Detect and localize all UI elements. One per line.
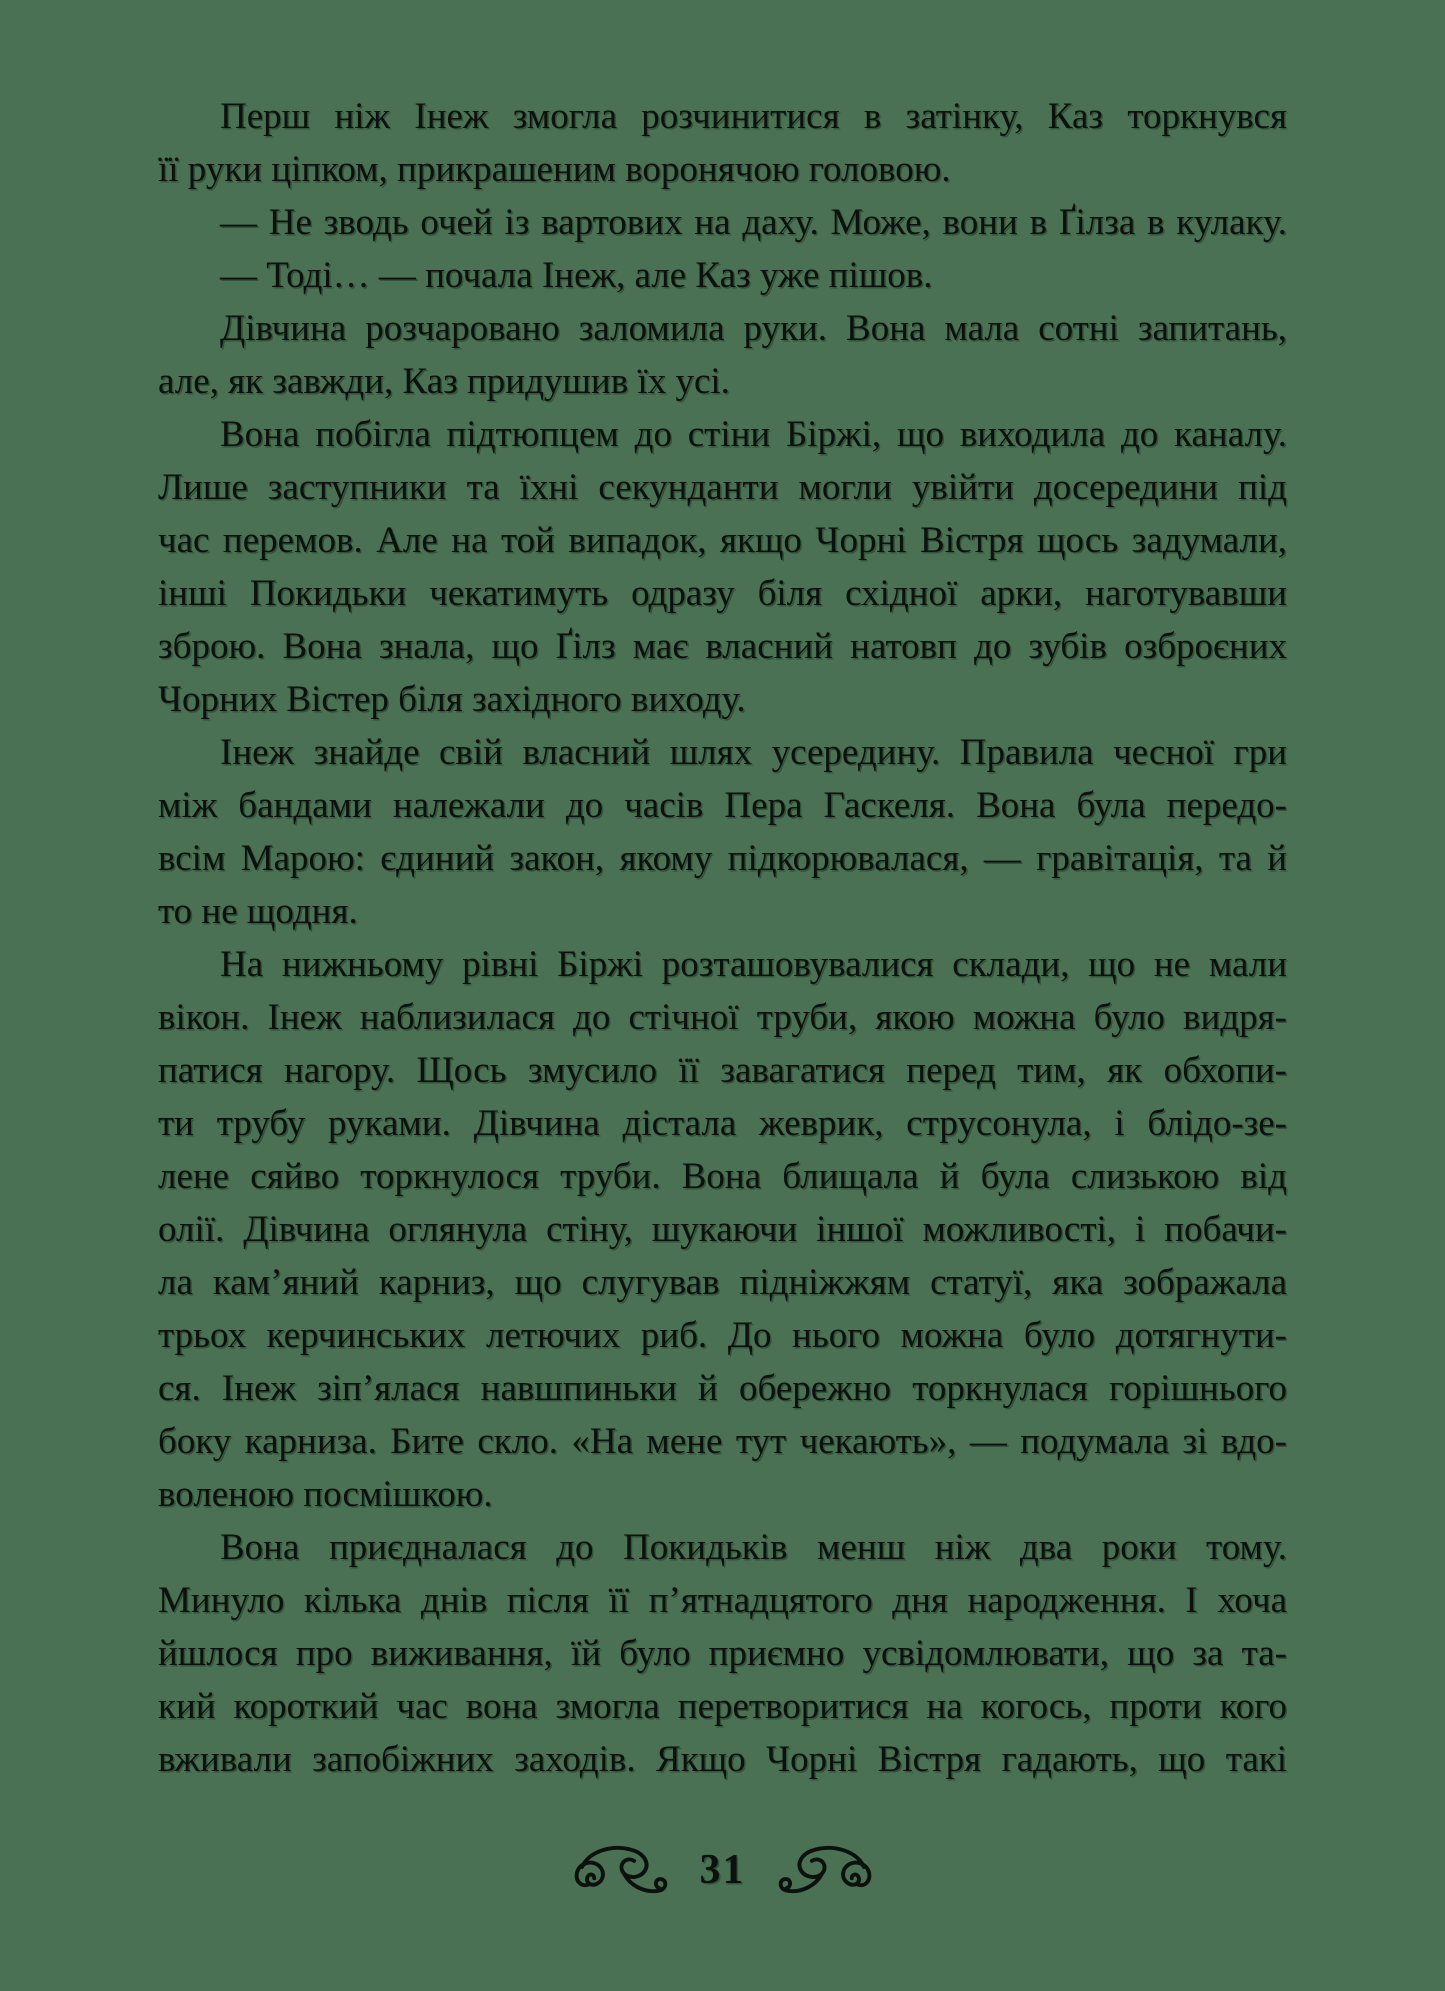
text-line: інші Покидьки чекатимуть одразу біля східної арки, наготувавши	[158, 573, 1287, 614]
page-number: 31	[699, 1847, 746, 1893]
paragraph	[158, 249, 1287, 302]
text-line: Чорних Вістер біля західного виходу.	[158, 679, 746, 720]
paragraph	[158, 938, 1287, 1521]
paragraph	[158, 196, 1287, 249]
text-line: її руки ціпком, прикрашеним воронячою головою.	[158, 149, 951, 190]
page-footer	[0, 1838, 1445, 1908]
text-line: між бандами належали до часів Пера Гаскеля. Вона була передо-	[158, 785, 1287, 826]
text-line: то не щодня.	[158, 891, 358, 932]
text-line: Дівчина розчаровано заломила руки. Вона мала сотні запитань,	[220, 308, 1287, 349]
paragraph	[158, 90, 1287, 196]
text-line: боку карниза. Бите скло. «На мене тут чекають», — подумала зі вдо-	[158, 1421, 1287, 1462]
text-line: Минуло кілька днів після її п’ятнадцятого дня народження. І хоча	[158, 1580, 1287, 1621]
text-line: ся. Інеж зіп’ялася навшпиньки й обережно торкнулася горішнього	[158, 1368, 1287, 1409]
text-line: кий короткий час вона змогла перетворитися на когось, проти кого	[158, 1686, 1287, 1727]
page-text	[158, 90, 1287, 1786]
text-line: час перемов. Але на той випадок, якщо Чорні Вістря щось задумали,	[158, 520, 1287, 561]
text-line: але, як завжди, Каз придушив їх усі.	[158, 361, 730, 402]
text-line: вживали запобіжних заходів. Якщо Чорні Вістря гадають, що такі	[158, 1739, 1287, 1780]
text-line: лене сяйво торкнулося труби. Вона блищала й була слизькою від	[158, 1156, 1287, 1197]
text-line: вікон. Інеж наблизилася до стічної труби, якою можна було видря-	[158, 997, 1287, 1038]
paragraph	[158, 302, 1287, 408]
text-line: Перш ніж Інеж змогла розчинитися в затінку, Каз торкнувся	[220, 96, 1287, 137]
text-line: Вона приєдналася до Покидьків менш ніж два роки тому.	[220, 1527, 1287, 1568]
text-line: Інеж знайде свій власний шлях усередину. Правила чесної гри	[220, 732, 1287, 773]
paragraph	[158, 1521, 1287, 1786]
text-line: олії. Дівчина оглянула стіну, шукаючи іншої можливості, і побачи-	[158, 1209, 1287, 1250]
flourish-right-icon	[772, 1838, 876, 1908]
text-line: всім Марою: єдиний закон, якому підкорювалася, — гравітація, та й	[158, 838, 1287, 879]
text-line: — Тоді… — почала Інеж, але Каз уже пішов.	[220, 255, 933, 296]
text-line: — Не зводь очей із вартових на даху. Може, вони в Ґілза в кулаку.	[220, 202, 1287, 243]
flourish-left-icon	[570, 1838, 674, 1908]
text-line: зброю. Вона знала, що Ґілз має власний натовп до зубів озброєних	[158, 626, 1287, 667]
paragraph	[158, 408, 1287, 726]
text-line: трьох керчинських летючих риб. До нього можна було дотягнути-	[158, 1315, 1287, 1356]
text-line: Лише заступники та їхні секунданти могли увійти досередини під	[158, 467, 1287, 508]
text-line: йшлося про виживання, їй було приємно усвідомлювати, що за та-	[158, 1633, 1287, 1674]
text-line: ла кам’яний карниз, що слугував підніжжям статуї, яка зображала	[158, 1262, 1287, 1303]
text-line: воленою посмішкою.	[158, 1474, 493, 1515]
text-line: патися нагору. Щось змусило її завагатися перед тим, як обхопи-	[158, 1050, 1287, 1091]
text-line: На нижньому рівні Біржі розташовувалися склади, що не мали	[220, 944, 1287, 985]
paragraph	[158, 726, 1287, 938]
text-line: ти трубу руками. Дівчина дістала жеврик, струсонула, і блідо-зе-	[158, 1103, 1287, 1144]
text-line: Вона побігла підтюпцем до стіни Біржі, що виходила до каналу.	[220, 414, 1287, 455]
